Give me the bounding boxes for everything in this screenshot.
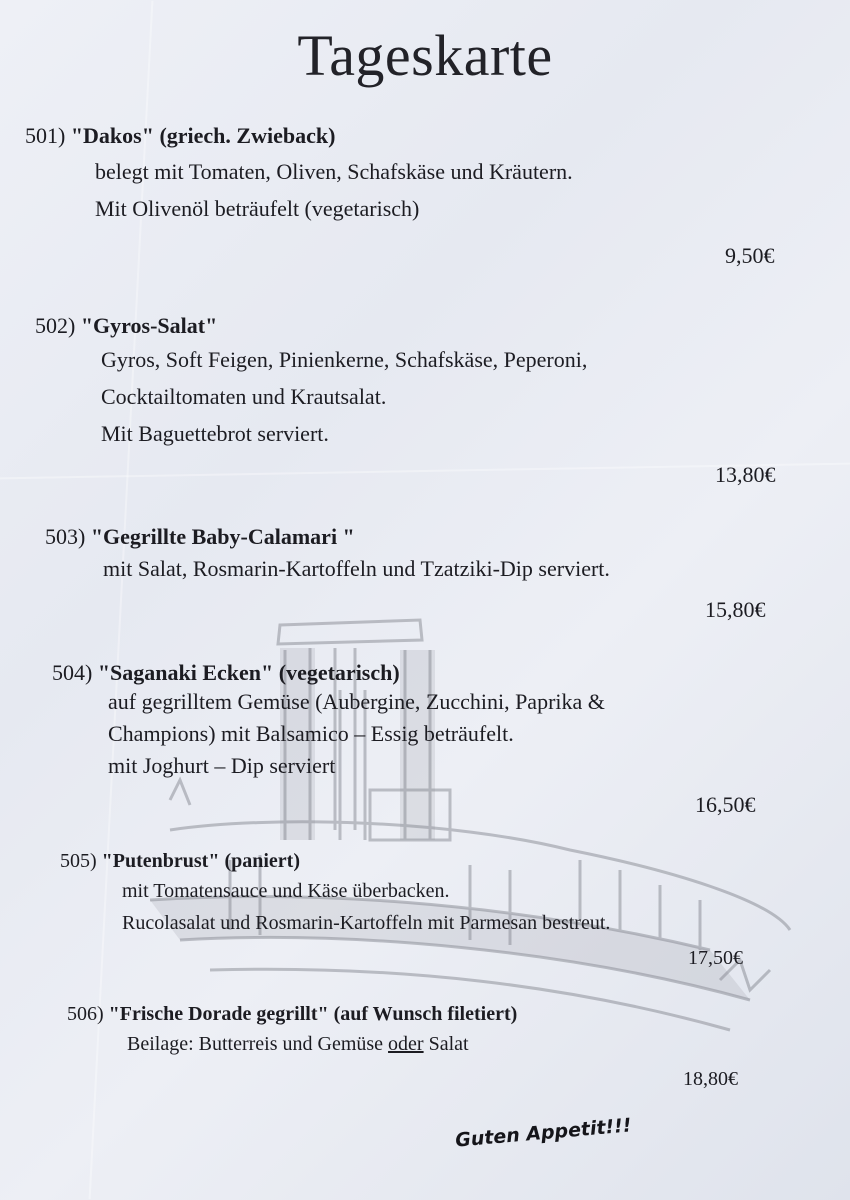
item-heading — [60, 850, 610, 873]
item-number: 506) — [67, 1003, 104, 1025]
menu-item-503 — [45, 524, 610, 587]
item-description — [127, 1028, 517, 1060]
item-description — [108, 686, 605, 782]
menu-item-504 — [52, 660, 605, 782]
description-line: Mit Olivenöl beträufelt (vegetarisch) — [95, 196, 420, 221]
closing-greeting: Guten Appetit!!! — [454, 1114, 633, 1152]
item-name: "Saganaki Ecken" (vegetarisch) — [97, 660, 400, 685]
item-description — [101, 341, 587, 452]
menu-item-501 — [25, 123, 573, 227]
item-price: 17,50€ — [688, 947, 743, 969]
item-name: "Putenbrust" (paniert) — [101, 850, 300, 872]
item-price: 16,50€ — [695, 792, 756, 817]
description-line: Mit Baguettebrot serviert. — [101, 421, 329, 446]
description-line: belegt mit Tomaten, Oliven, Schafskäse und Kräutern. — [95, 159, 573, 184]
item-description — [122, 875, 610, 939]
description-line: auf gegrilltem Gemüse (Aubergine, Zucchini, Paprika & — [108, 689, 605, 714]
item-name: "Gyros-Salat" — [80, 313, 218, 338]
item-heading — [35, 313, 587, 339]
item-number: 501) — [25, 123, 66, 148]
item-price: 18,80€ — [683, 1068, 738, 1090]
item-price: 15,80€ — [705, 597, 766, 622]
description-emphasis: oder — [388, 1033, 424, 1055]
item-number: 502) — [35, 313, 76, 338]
description-line: Cocktailtomaten und Krautsalat. — [101, 384, 387, 409]
description-line: Champions) mit Balsamico – Essig beträufelt. — [108, 721, 514, 746]
description-line: Gyros, Soft Feigen, Pinienkerne, Schafskäse, Peperoni, — [101, 347, 588, 372]
item-name: "Frische Dorade gegrillt" (auf Wunsch filetiert) — [108, 1003, 518, 1025]
item-number: 505) — [60, 850, 97, 872]
page-title: Tageskarte — [297, 23, 553, 88]
item-heading — [52, 660, 605, 686]
description-text: Beilage: Butterreis und Gemüse — [127, 1033, 389, 1055]
menu-item-502 — [35, 313, 587, 452]
menu-item-505 — [60, 850, 610, 939]
item-heading — [25, 123, 573, 149]
item-name: "Dakos" (griech. Zwieback) — [70, 123, 336, 148]
description-text: Salat — [423, 1033, 469, 1055]
item-description — [95, 153, 573, 227]
description-line: mit Salat, Rosmarin-Kartoffeln und Tzatziki-Dip serviert. — [103, 556, 610, 581]
item-heading — [45, 524, 610, 550]
item-number: 503) — [45, 524, 86, 549]
item-price: 13,80€ — [715, 462, 776, 487]
item-heading — [67, 1003, 517, 1026]
menu-item-506 — [67, 1003, 517, 1060]
description-line: Rucolasalat und Rosmarin-Kartoffeln mit Parmesan bestreut. — [122, 912, 611, 934]
description-line: mit Joghurt – Dip serviert — [108, 753, 336, 778]
item-number: 504) — [52, 660, 93, 685]
description-line: mit Tomatensauce und Käse überbacken. — [122, 880, 450, 902]
item-price: 9,50€ — [725, 243, 775, 268]
item-name: "Gegrillte Baby-Calamari " — [90, 524, 355, 549]
item-description — [103, 550, 610, 587]
